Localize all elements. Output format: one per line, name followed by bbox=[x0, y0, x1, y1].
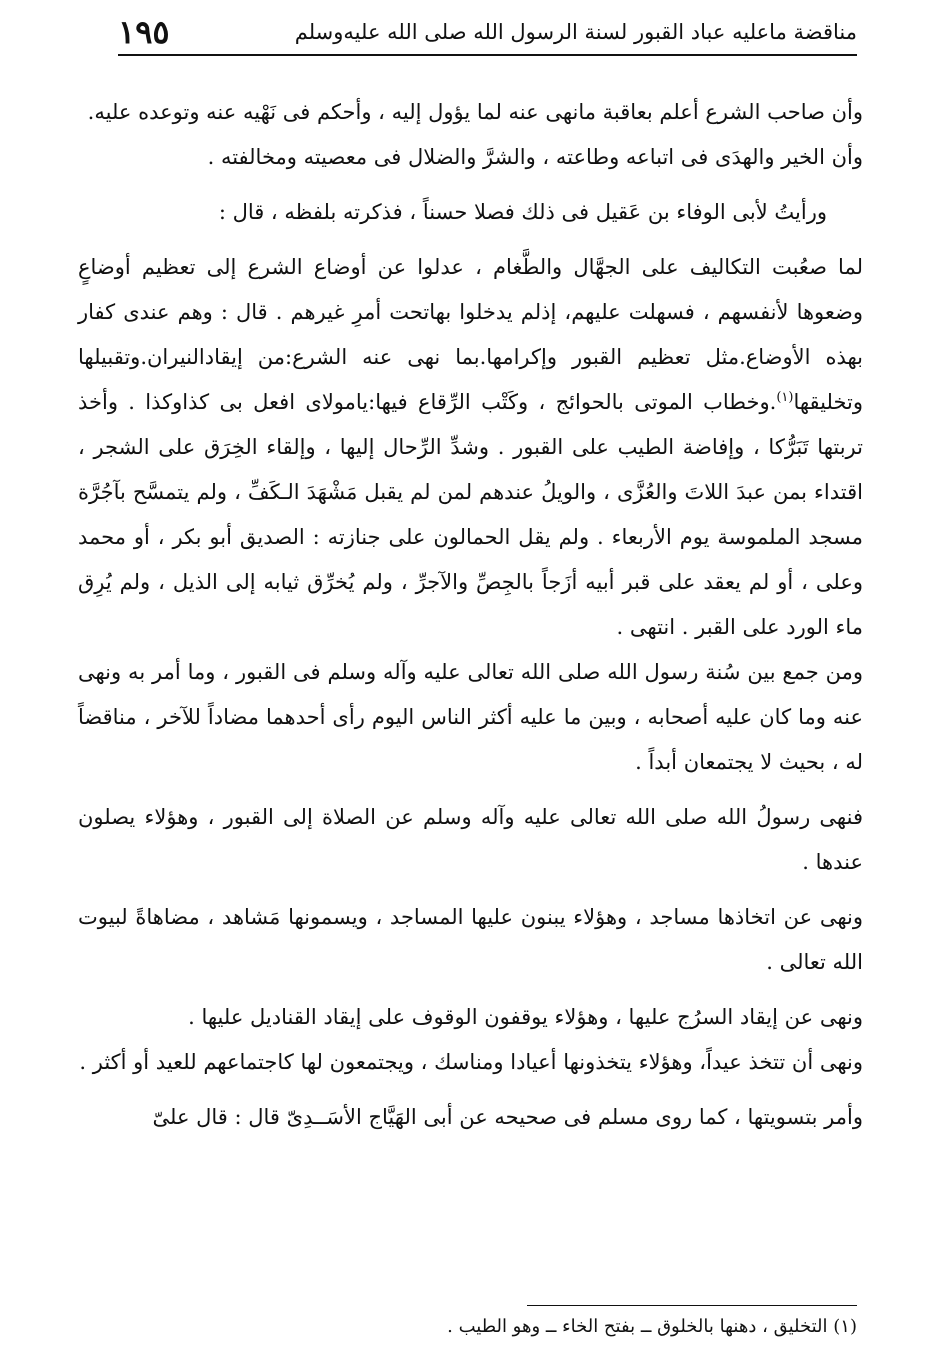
paragraph: ونهى عن إيقاد السرُج عليها ، وهؤلاء يوقفون الوقوف على إيقاد القناديل عليها . bbox=[188, 1005, 863, 1029]
paragraph: ورأيتُ لأبى الوفاء بن عَقيل فى ذلك فصلا حسناً ، فذكرته بلفظه ، قال : bbox=[218, 200, 827, 224]
body-text bbox=[78, 90, 863, 1140]
running-title: مناقضة ماعليه عباد القبور لسنة الرسول الله صلى الله عليه‌وسلم bbox=[294, 20, 857, 44]
footnote-rule bbox=[527, 1305, 857, 1306]
paragraph: وأن صاحب الشرع أعلم بعاقبة مانهى عنه لما يؤول إليه ، وأحكم فى نَهْيه عنه وتوعده عليه. bbox=[87, 100, 863, 124]
paragraph: فنهى رسولُ الله صلى الله تعالى عليه وآله وسلم عن الصلاة إلى القبور ، وهؤلاء يصلون عندها . bbox=[78, 805, 863, 874]
paragraph: وأن الخير والهدَى فى اتباعه وطاعته ، والشرَّ والضلال فى معصيته ومخالفته . bbox=[207, 145, 863, 169]
page-header bbox=[118, 10, 857, 54]
paragraph: ونهى عن اتخاذها مساجد ، وهؤلاء يبنون عليها المساجد ، ويسمونها مَشاهد ، مضاهاةً لبيوت الله تعالى . bbox=[78, 905, 863, 974]
paragraph: وأمر بتسويتها ، كما روى مسلم فى صحيحه عن أبى الهَيَّاج الأسَــدِىّ قال : قال علىّ bbox=[152, 1105, 863, 1129]
quoted-text-part-2: .وخطاب الموتى بالحوائج ، وكَتْب الرِّقاع فيها:ياموﻻى افعل بى كذاوكذا . وأخذ تربتها تَبَرُّكا ، وإفاضة الطيب على القبور . وشدِّ الرِّحال إليها ، وإلقاء الخِرَق على الشجر ، اقتداء بمن عبدَ اللاتَ والعُزَّى ، والويلُ عندهم لمن لم يقبل مَشْهَدَ الـكَفِّ ، ولم يتمسَّح بآجُرَّة مسجد الملموسة يوم الأربعاء . ولم يقل الحمالون على جنازته : الصديق أبو بكر ، أو محمد وعلى ، أو لم يعقد على قبر أبيه أزَجاً بالجِصِّ والآجرِّ ، ولم يُخرِّق ثيابه إلى الذيل ، ولم يُرِق ماء الورد على القبر . انتهى . bbox=[78, 390, 863, 639]
page-number: ١٩٥ bbox=[118, 13, 170, 51]
paragraph: ونهى أن تتخذ عيداً، وهؤلاء يتخذونها أعيادا ومناسك ، ويجتمعون لها كاجتماعهم للعيد أو أكثر . bbox=[79, 1050, 863, 1074]
paragraph: ومن جمع بين سُنة رسول الله صلى الله تعالى عليه وآله وسلم فى القبور ، وما أمر به ونهى عنه وما كان عليه أصحابه ، وبين ما عليه أكثر الناس اليوم رأى أحدهما مضاداً للآخر ، مناقضاً له ، بحيث لا يجتمعان أبداً . bbox=[78, 660, 863, 774]
quoted-text-part-1: لما صعُبت التكاليف على الجهَّال والطَّغام ، عدلوا عن أوضاع الشرع إلى تعظيم أوضاعٍ وضعوها لأنفسهم ، فسهلت عليهم، إذلم يدخلوا بهاتحت أمرِ غيرهم . قال : وهم عندى كفار بهذه الأوضاع.مثل تعظيم القبور وإكرامها.بما نهى عنه الشرع:من إيقادالنيران.وتقبيلها وتخليقها bbox=[78, 255, 863, 414]
footnote-marker: (١) bbox=[776, 390, 794, 405]
quoted-paragraph bbox=[78, 245, 863, 650]
footnote: (١) التخليق ، دهنها بالخلوق ــ بفتح الخاء ــ وهو الطيب . bbox=[447, 1316, 857, 1337]
header-rule bbox=[118, 54, 857, 56]
